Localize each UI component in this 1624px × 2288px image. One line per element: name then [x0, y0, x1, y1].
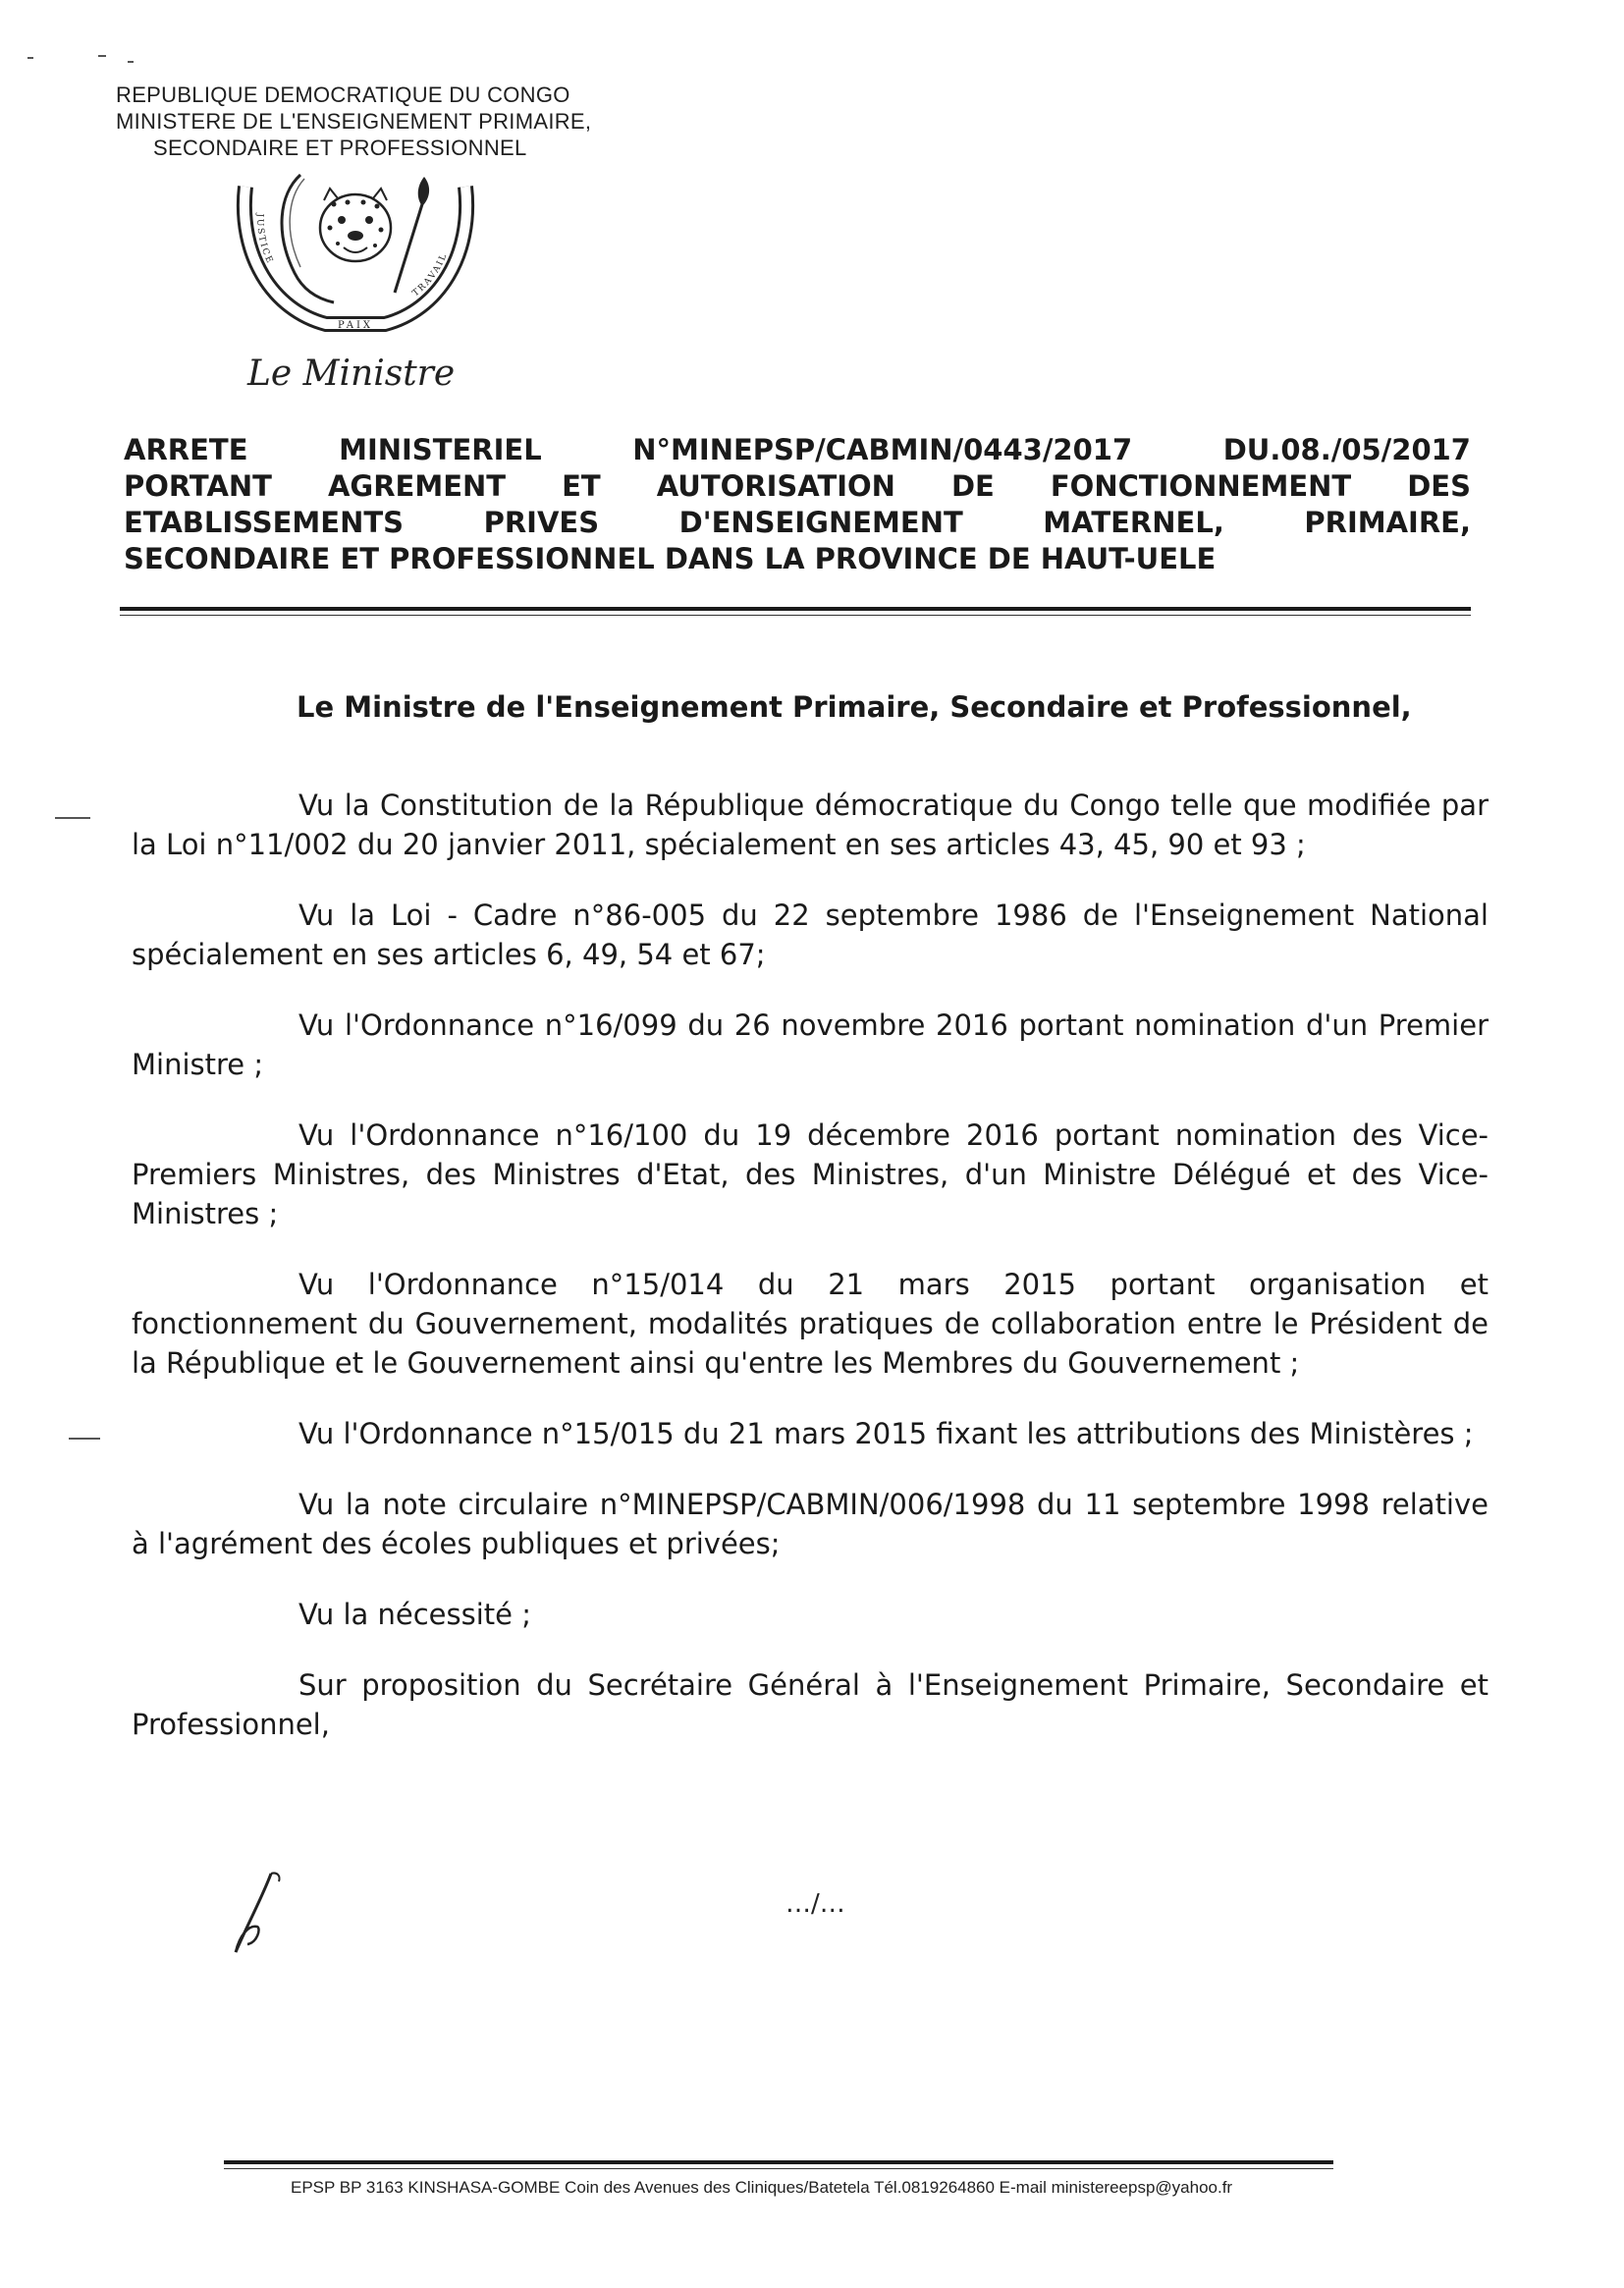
title-segment: MINISTERIEL: [339, 433, 542, 466]
preamble-paragraph: Vu la nécessité ;: [298, 1598, 531, 1631]
title-row: [124, 505, 1471, 541]
title-segment: AGREMENT: [327, 469, 507, 503]
drc-coat-of-arms-icon: [232, 165, 479, 352]
preamble-paragraph: Vu la note circulaire n°MINEPSP/CABMIN/006/1998 du 11 septembre 1998 relative à l'agrément des écoles publiques et privées;: [132, 1488, 1489, 1560]
title-divider: [120, 607, 1471, 611]
preamble-paragraph: Vu l'Ordonnance n°16/100 du 19 décembre 2016 portant nomination des Vice-Premiers Ministres, des Ministres d'Etat, des Ministres, d'un Ministre Délégué et des Vice-Ministres ;: [132, 1118, 1489, 1230]
motto-right: TRAVAIL: [410, 250, 450, 300]
title-segment: D'ENSEIGNEMENT: [678, 506, 963, 539]
preamble-body: [132, 786, 1489, 1775]
signatory-title: Le Ministre: [247, 354, 456, 394]
preamble-paragraph: Vu la Loi - Cadre n°86-005 du 22 septembre 1986 de l'Enseignement National spécialement en ses articles 6, 49, 54 et 67;: [132, 899, 1489, 971]
title-row: [124, 468, 1471, 505]
scan-mark: [55, 817, 90, 819]
title-segment: PORTANT: [124, 469, 272, 503]
header-country: REPUBLIQUE DEMOCRATIQUE DU CONGO: [116, 82, 570, 107]
preamble-paragraph: Vu l'Ordonnance n°15/015 du 21 mars 2015 fixant les attributions des Ministères ;: [298, 1417, 1474, 1450]
title-segment: ARRETE: [124, 433, 248, 466]
footer-divider: [224, 2168, 1333, 2169]
title-segment: PRIVES: [483, 506, 600, 539]
title-segment: AUTORISATION: [656, 469, 895, 503]
title-segment: FONCTIONNEMENT: [1050, 469, 1352, 503]
header-ministry: MINISTERE DE L'ENSEIGNEMENT PRIMAIRE,: [116, 109, 592, 134]
footer-address: EPSP BP 3163 KINSHASA-GOMBE Coin des Avenues des Cliniques/Batetela Tél.0819264860 E-mail ministereepsp@yahoo.fr: [291, 2178, 1233, 2197]
initials-paraph: [224, 1866, 302, 1954]
scan-mark: [27, 57, 33, 59]
title-segment: SECONDAIRE ET PROFESSIONNEL DANS LA PROVINCE DE HAUT-UELE: [124, 542, 1217, 575]
preamble-paragraph: Vu l'Ordonnance n°15/014 du 21 mars 2015 portant organisation et fonctionnement du Gouvernement, modalités pratiques de collaboration entre le Président de la République et le Gouvernement ainsi qu'entre les Membres du Gouvernement ;: [132, 1268, 1489, 1380]
title-segment: N°MINEPSP/CABMIN/0443/2017: [632, 433, 1133, 466]
title-row: [124, 432, 1471, 468]
decree-title: [124, 432, 1471, 577]
preamble-paragraph: Sur proposition du Secrétaire Général à l'Enseignement Primaire, Secondaire et Professionnel,: [132, 1668, 1489, 1741]
page-continuation: …/…: [785, 1889, 845, 1919]
title-segment: DE: [950, 469, 995, 503]
title-segment: PRIMAIRE,: [1304, 506, 1471, 539]
scan-mark: [98, 55, 106, 57]
title-segment: ET: [562, 469, 601, 503]
motto-left: JUSTICE: [254, 213, 275, 267]
motto-center: PAIX: [337, 320, 374, 331]
title-segment: DES: [1407, 469, 1471, 503]
scan-mark: [69, 1438, 100, 1440]
title-row: [124, 541, 1471, 577]
title-segment: DU.08./05/2017: [1222, 433, 1471, 466]
title-segment: ETABLISSEMENTS: [124, 506, 405, 539]
preamble-paragraph: Vu l'Ordonnance n°16/099 du 26 novembre 2016 portant nomination d'un Premier Ministre ;: [132, 1008, 1489, 1081]
addressee-heading: Le Ministre de l'Enseignement Primaire, Secondaire et Professionnel,: [297, 690, 1412, 724]
title-segment: MATERNEL,: [1043, 506, 1224, 539]
title-divider: [120, 615, 1471, 616]
preamble-paragraph: Vu la Constitution de la République démocratique du Congo telle que modifiée par la Loi n°11/002 du 20 janvier 2011, spécialement en ses articles 43, 45, 90 et 93 ;: [132, 789, 1489, 861]
header-ministry-cont: SECONDAIRE ET PROFESSIONNEL: [153, 136, 527, 160]
scan-mark: [128, 61, 134, 63]
footer-divider: [224, 2160, 1333, 2164]
